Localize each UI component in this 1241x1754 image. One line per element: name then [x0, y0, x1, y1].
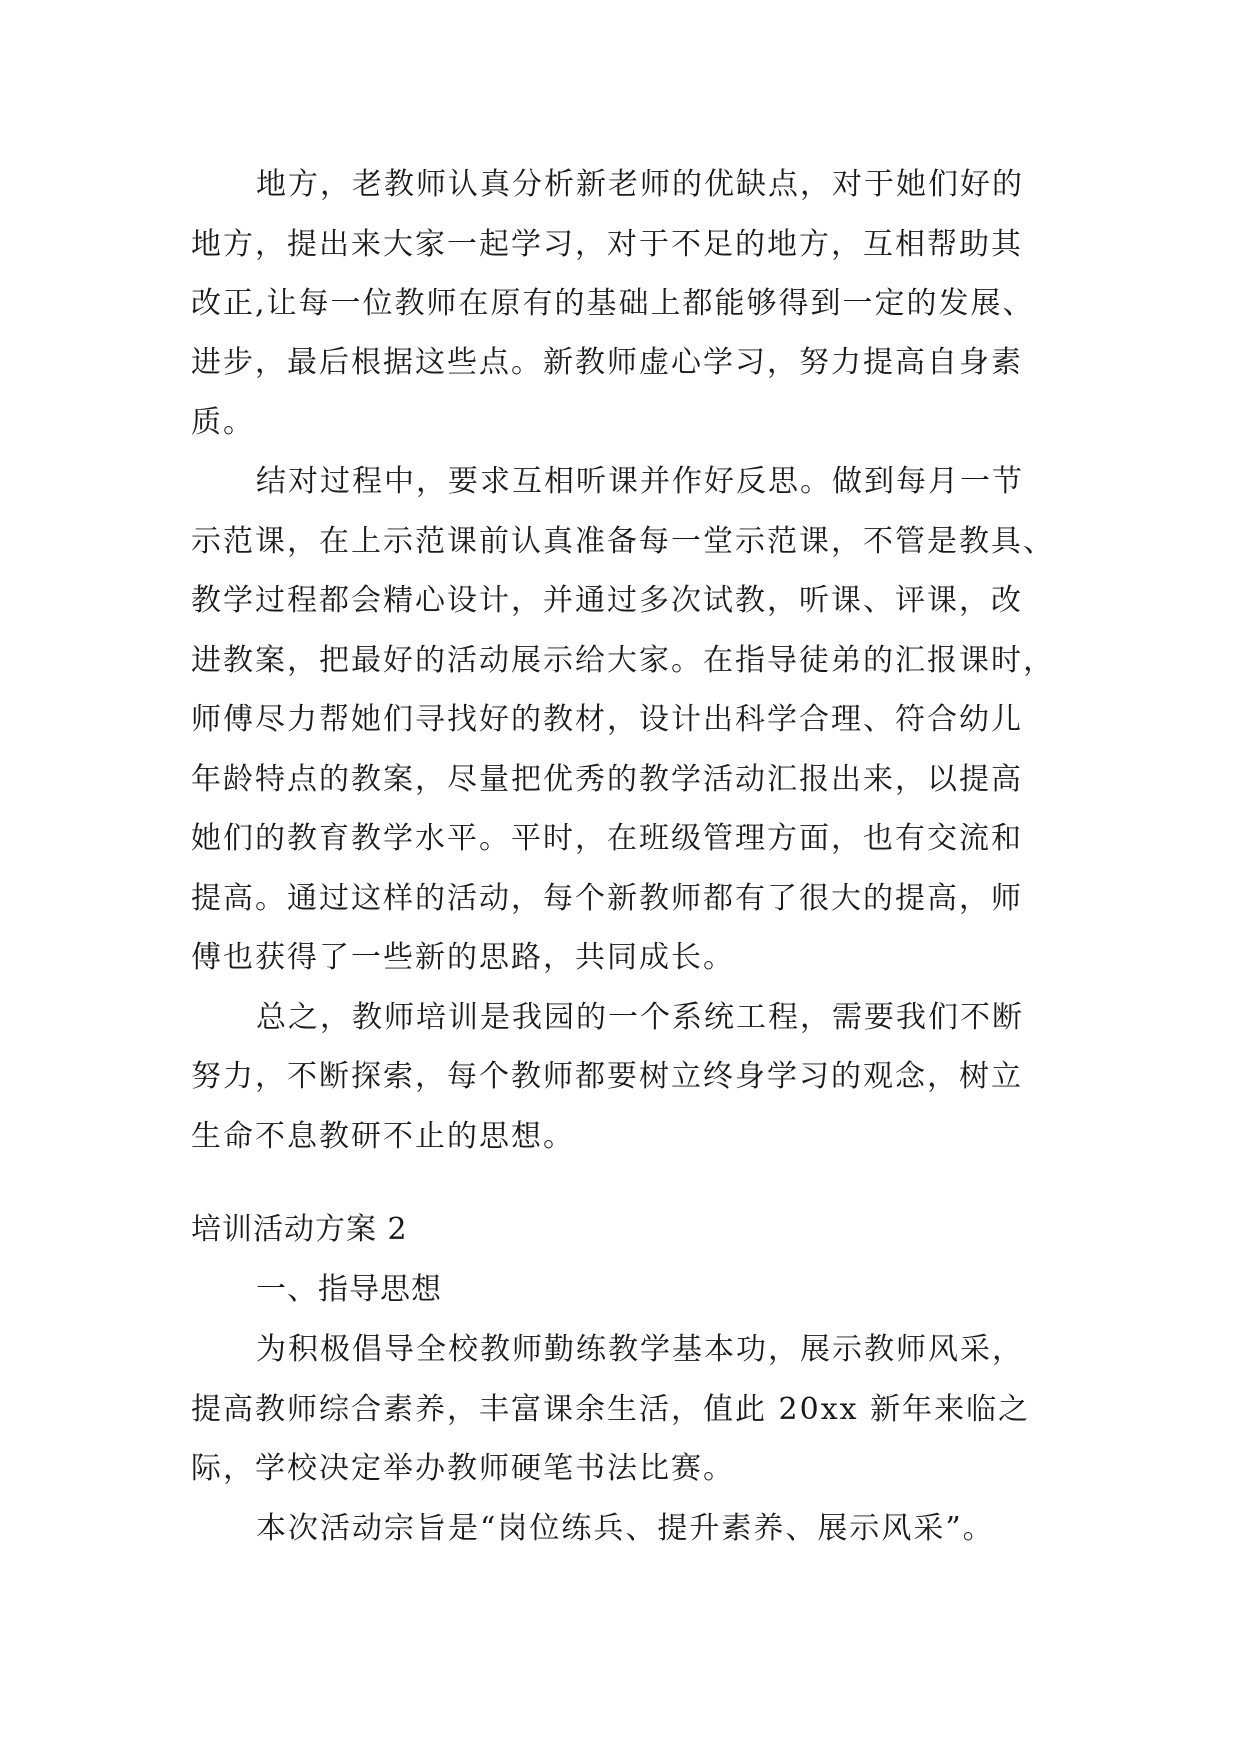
paragraph-line: 本次活动宗旨是“岗位练兵、提升素养、展示风采”。	[256, 1511, 995, 1546]
paragraph-line: 改正,让每一位教师在原有的基础上都能够得到一定的发展、	[191, 286, 1035, 321]
paragraph-line: 质。	[191, 405, 255, 440]
paragraph-line: 努力，不断探索，每个教师都要树立终身学习的观念，树立	[191, 1059, 1023, 1094]
subsection-title: 一、指导思想	[256, 1272, 442, 1307]
paragraph-line: 年龄特点的教案，尽量把优秀的教学活动汇报出来，以提高	[191, 762, 1023, 797]
paragraph-line: 提高。通过这样的活动，每个新教师都有了很大的提高，师	[191, 881, 1023, 916]
paragraph-line: 结对过程中，要求互相听课并作好反思。做到每月一节	[256, 464, 1024, 499]
paragraph-line: 傅也获得了一些新的思路，共同成长。	[191, 940, 735, 975]
paragraph-line: 进步，最后根据这些点。新教师虚心学习，努力提高自身素	[191, 345, 1023, 380]
paragraph-line: 地方，提出来大家一起学习，对于不足的地方，互相帮助其	[191, 227, 1023, 262]
paragraph-line: 提高教师综合素养，丰富课余生活，值此 20xx 新年来临之	[191, 1392, 1031, 1427]
paragraph-line: 总之，教师培训是我园的一个系统工程，需要我们不断	[256, 1000, 1024, 1035]
section-title: 培训活动方案 2	[191, 1212, 408, 1247]
paragraph-line: 教学过程都会精心设计，并通过多次试教，听课、评课，改	[191, 583, 1023, 618]
paragraph-line: 为积极倡导全校教师勤练教学基本功，展示教师风采，	[256, 1332, 1024, 1367]
paragraph-line: 师傅尽力帮她们寻找好的教材，设计出科学合理、符合幼儿	[191, 702, 1023, 737]
paragraph-line: 进教案，把最好的活动展示给大家。在指导徒弟的汇报课时，	[191, 643, 1055, 678]
paragraph-line: 示范课，在上示范课前认真准备每一堂示范课，不管是教具、	[191, 524, 1055, 559]
paragraph-line: 她们的教育教学水平。平时，在班级管理方面，也有交流和	[191, 821, 1023, 856]
paragraph-line: 地方，老教师认真分析新老师的优缺点，对于她们好的	[256, 167, 1024, 202]
paragraph-line: 生命不息教研不止的思想。	[191, 1119, 575, 1154]
paragraph-line: 际，学校决定举办教师硬笔书法比赛。	[191, 1451, 735, 1486]
